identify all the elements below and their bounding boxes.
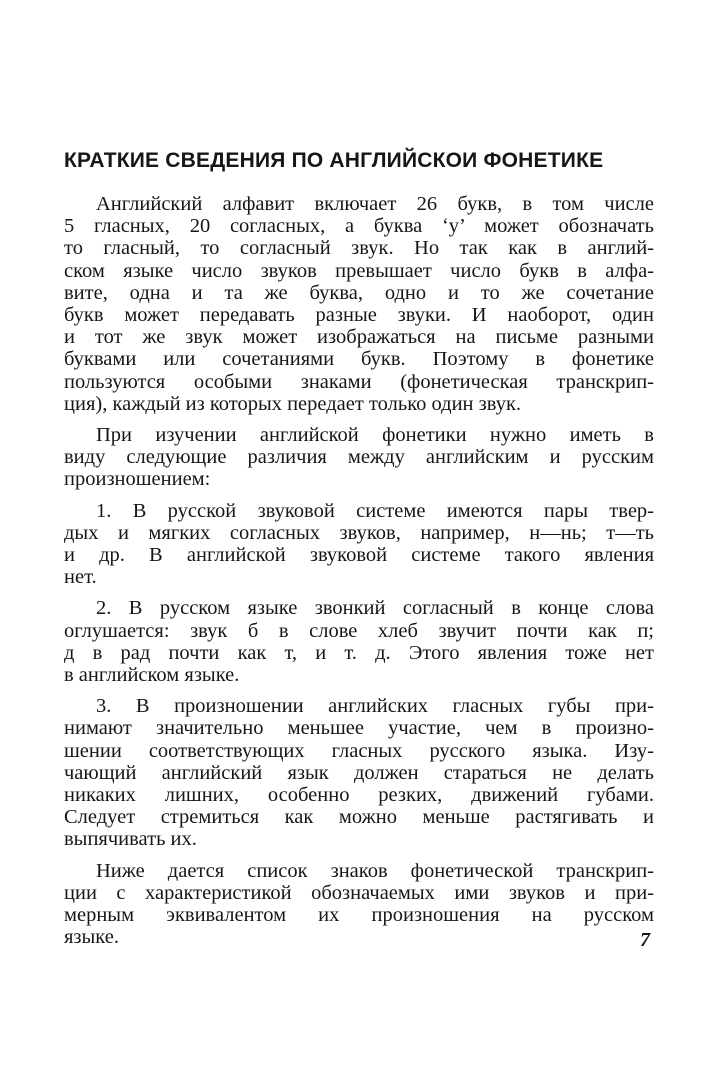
text-line: вите, одна и та же буква, одно и то же сочетание <box>64 281 654 304</box>
text-line: нимают значительно меньшее участие, чем в произно- <box>64 717 654 740</box>
text-line: Английский алфавит включает 26 букв, в том числе <box>96 193 654 215</box>
body-text <box>64 193 654 958</box>
text-line: то гласный, то согласный звук. Но так как в англий- <box>64 237 654 260</box>
text-line: 1. В русской звуковой системе имеются пары твер- <box>96 499 654 522</box>
paragraph-point-1 <box>64 500 654 589</box>
text-line: Ниже дается список знаков фонетической транскрип- <box>96 859 654 882</box>
text-line: ции с характеристикой обозначаемых ими звуков и при- <box>64 881 654 904</box>
text-line: 3. В произношении английских гласных губы при- <box>96 695 654 718</box>
text-line: дых и мягких согласных звуков, например, н—нь; т—ть <box>64 521 654 544</box>
text-line: ция), каждый из которых передает только один звук. <box>64 392 522 415</box>
text-line: При изучении английской фонетики нужно иметь в <box>96 424 654 447</box>
paragraph-differences-intro <box>64 424 654 491</box>
text-line: шении соответствующих гласных русского языка. Изу- <box>64 739 654 762</box>
paragraph-point-3 <box>64 695 654 850</box>
text-line: чающий английский язык должен стараться не делать <box>64 761 654 784</box>
paragraph-point-2 <box>64 597 654 686</box>
paragraph-alphabet <box>64 193 654 415</box>
text-line: д в рад почти как т, и т. д. Этого явления тоже нет <box>64 641 654 664</box>
text-line: языке. <box>64 926 119 949</box>
text-line: 5 гласных, 20 согласных, а буква ‘у’ может обозначать <box>64 215 654 238</box>
text-line: Следует стремиться как можно меньше растягивать и <box>64 806 654 829</box>
text-line: никаких лишних, особенно резких, движений губами. <box>64 784 654 807</box>
text-line: виду следующие различия между английским и русским <box>64 446 654 469</box>
text-line: выпячивать их. <box>64 828 197 851</box>
text-line: и тот же звук может изображаться на письме разными <box>64 326 654 349</box>
section-title: КРАТКИЕ СВЕДЕНИЯ ПО АНГЛИЙСКОИ ФОНЕТИКЕ <box>64 149 604 172</box>
page-number: 7 <box>640 929 650 951</box>
text-line: и др. В английской звуковой системе такого явления <box>64 544 654 567</box>
text-line: произношением: <box>64 468 211 491</box>
paragraph-transcription-list-intro <box>64 860 654 949</box>
text-line: оглушается: звук б в слове хлеб звучит почти как п; <box>64 619 654 642</box>
text-line: пользуются особыми знаками (фонетическая транскрип- <box>64 370 654 393</box>
text-line: 2. В русском языке звонкий согласный в конце слова <box>96 597 654 620</box>
text-line: нет. <box>64 566 97 589</box>
text-line: букв может передавать разные звуки. И наоборот, один <box>64 304 654 327</box>
text-line: мерным эквивалентом их произношения на русском <box>64 904 654 927</box>
text-line: ском языке число звуков превышает число букв в алфа- <box>64 259 654 282</box>
text-line: в английском языке. <box>64 664 240 687</box>
text-line: буквами или сочетаниями букв. Поэтому в фонетике <box>64 348 654 371</box>
